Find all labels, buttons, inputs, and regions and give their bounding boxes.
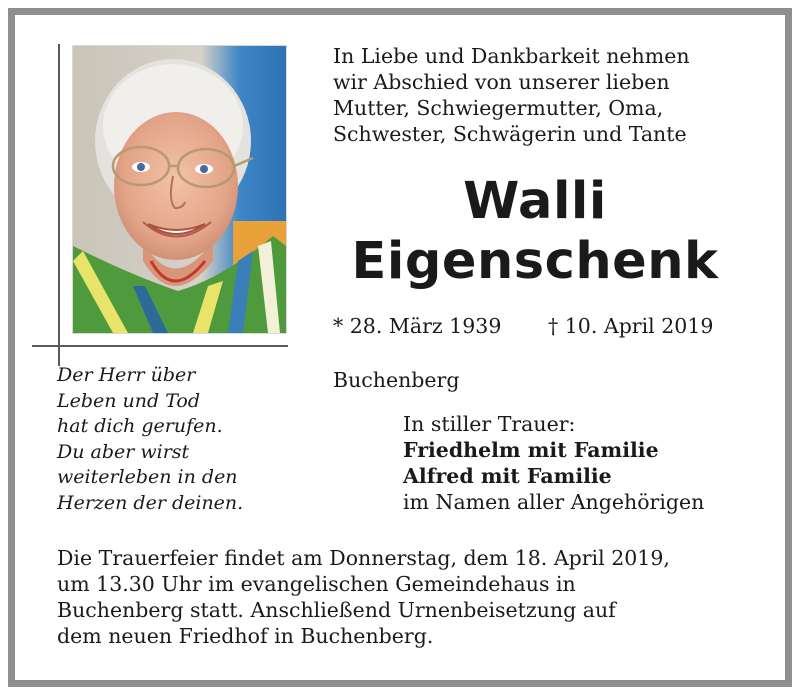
quote-line: Herzen der deinen.: [57, 491, 244, 514]
portrait-photo: [73, 46, 286, 333]
memorial-quote: [57, 363, 287, 516]
mourners-closing: im Namen aller Angehörigen: [403, 490, 705, 514]
mourner-name: Alfred mit Familie: [403, 464, 612, 488]
service-line: Die Trauerfeier findet am Donnerstag, dem 18. April 2019,: [57, 546, 670, 570]
intro-text: [333, 43, 753, 147]
quote-line: Du aber wirst: [57, 440, 190, 463]
service-line: dem neuen Friedhof in Buchenberg.: [57, 624, 434, 648]
death-date: † 10. April 2019: [548, 314, 714, 338]
quote-line: hat dich gerufen.: [57, 415, 223, 437]
quote-line: Leben und Tod: [57, 389, 201, 412]
mourners-heading: In stiller Trauer:: [403, 412, 576, 436]
intro-line: Mutter, Schwiegermutter, Oma,: [333, 96, 664, 120]
service-line: um 13.30 Uhr im evangelischen Gemeindehaus in: [57, 572, 576, 596]
intro-line: Schwester, Schwägerin und Tante: [333, 122, 687, 146]
service-info: [57, 545, 777, 649]
mourner-name: Friedhelm mit Familie: [403, 438, 659, 462]
horizontal-divider: [32, 345, 288, 347]
quote-line: Der Herr über: [57, 364, 196, 386]
intro-line: wir Abschied von unserer lieben: [333, 70, 670, 94]
intro-line: In Liebe und Dankbarkeit nehmen: [333, 44, 690, 68]
vertical-divider: [58, 44, 60, 366]
quote-line: weiterleben in den: [57, 466, 238, 488]
first-name: Walli: [463, 172, 607, 231]
service-line: Buchenberg statt. Anschließend Urnenbeisetzung auf: [57, 598, 616, 622]
birth-date: * 28. März 1939: [333, 314, 502, 338]
last-name: Eigenschenk: [351, 232, 719, 291]
mourners-block: [403, 411, 763, 515]
hometown: Buchenberg: [333, 368, 460, 392]
deceased-name: [300, 172, 770, 292]
